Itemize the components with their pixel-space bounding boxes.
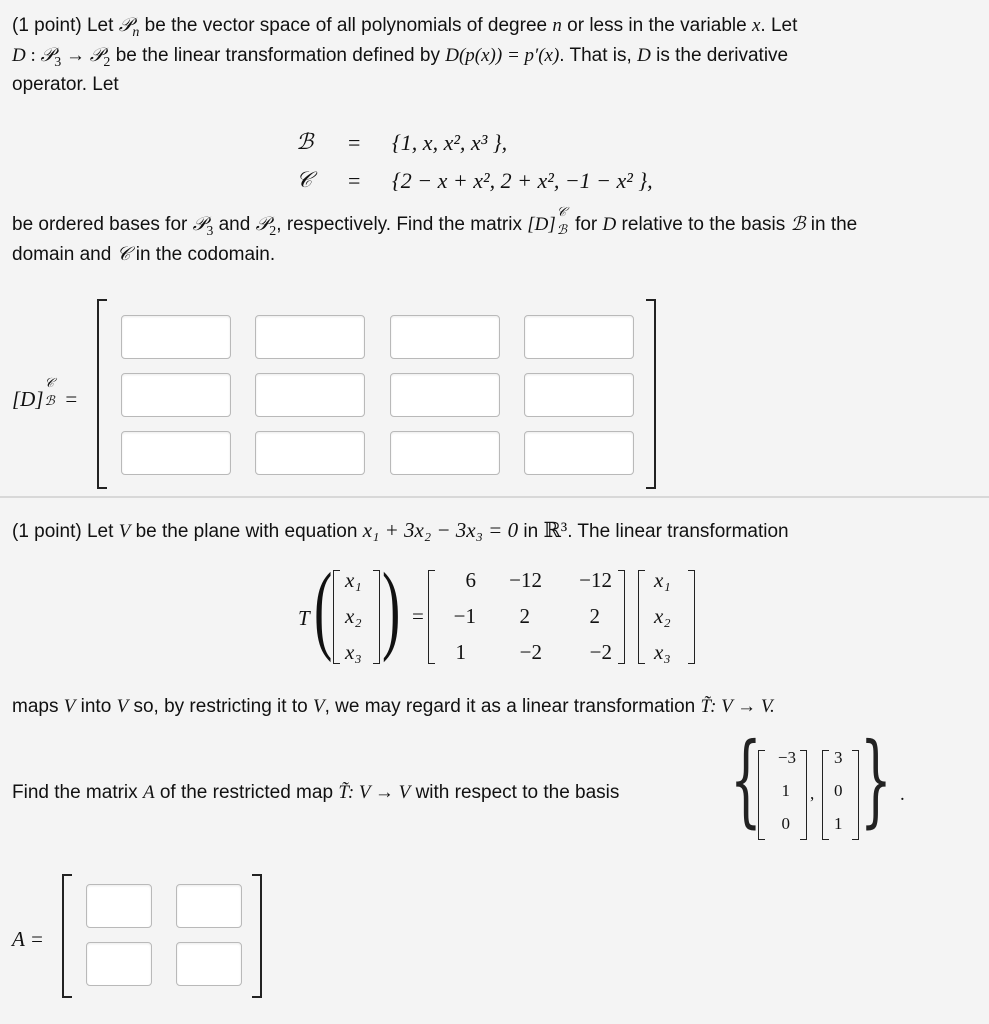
answer-D-r1-c3[interactable] bbox=[390, 315, 500, 359]
text: for bbox=[575, 214, 598, 235]
basis-C-row bbox=[296, 164, 756, 198]
text: in the bbox=[810, 214, 858, 235]
math-formula: D(p(x)) = p′(x) bbox=[445, 45, 560, 66]
vec-left-bracket bbox=[822, 750, 829, 840]
matrix-entry: −1 bbox=[453, 604, 476, 628]
math-symbol: : bbox=[25, 45, 41, 66]
math-symbol: → bbox=[61, 45, 90, 66]
math-symbol: T̃ bbox=[700, 696, 711, 717]
matrix-A-right-bracket bbox=[252, 874, 262, 998]
problem-2-find-line bbox=[12, 778, 619, 808]
equals-sign: = bbox=[348, 168, 361, 193]
answer-D-r2-c3[interactable] bbox=[390, 373, 500, 417]
text: is the derivative bbox=[656, 45, 789, 66]
math-symbol: : V → V. bbox=[710, 696, 775, 717]
basis-vec2-entry: 0 bbox=[834, 781, 843, 800]
right-brace: } bbox=[860, 721, 892, 838]
problem-1-line-5 bbox=[12, 239, 275, 270]
math-symbol: D bbox=[637, 45, 651, 66]
text: with respect to the basis bbox=[415, 782, 620, 803]
matrix-right-bracket bbox=[618, 570, 625, 664]
basis-C-value: {2 − x + x², 2 + x², −1 − x² }, bbox=[392, 168, 653, 193]
text: and bbox=[218, 214, 251, 235]
vec-entry: x₃ bbox=[654, 640, 671, 664]
math-symbol: 2 bbox=[269, 223, 277, 239]
answer-D-r2-c2[interactable] bbox=[255, 373, 365, 417]
vec-right-bracket bbox=[373, 570, 380, 664]
text: be the vector space of all polynomials of degree bbox=[144, 15, 548, 36]
basis-vec2-entry: 3 bbox=[834, 748, 843, 767]
problem-2-maps-line bbox=[12, 692, 775, 722]
text: , respectively. Find the matrix bbox=[276, 214, 522, 235]
math-symbol: D bbox=[12, 45, 26, 66]
text: Let bbox=[86, 521, 114, 542]
T-symbol: T bbox=[298, 606, 310, 630]
math-symbol: 𝒞 bbox=[116, 243, 131, 265]
points-label: (1 point) bbox=[12, 521, 82, 542]
text: relative to the basis bbox=[621, 214, 786, 235]
text: domain and bbox=[12, 244, 112, 265]
equals-sign: = bbox=[412, 604, 424, 628]
math-symbol: 𝒫 bbox=[89, 44, 104, 66]
matrix-left-bracket bbox=[97, 299, 107, 489]
matrix-right-bracket bbox=[646, 299, 656, 489]
text: be ordered bases for bbox=[12, 214, 188, 235]
vec-left-bracket bbox=[638, 570, 645, 664]
answer-D-r3-c1[interactable] bbox=[121, 431, 231, 475]
math-symbol: n bbox=[132, 24, 140, 40]
matrix-entry: 6 bbox=[465, 568, 476, 592]
answer-D-r2-c4[interactable] bbox=[524, 373, 634, 417]
vec-left-bracket bbox=[333, 570, 340, 664]
basis-vec2-entry: 1 bbox=[834, 814, 843, 833]
matrix-entry: −2 bbox=[519, 640, 542, 664]
matrix-D-label bbox=[12, 376, 78, 412]
math-symbol: ℬ bbox=[790, 213, 806, 235]
subsup bbox=[44, 376, 60, 409]
math-symbol: 𝒫 bbox=[255, 213, 270, 235]
matrix-entry: 2 bbox=[589, 604, 600, 628]
text: Let bbox=[86, 15, 114, 36]
period: . bbox=[900, 784, 905, 805]
matrix-entry: −2 bbox=[589, 640, 612, 664]
answer-D-r2-c1[interactable] bbox=[121, 373, 231, 417]
math-symbol: 𝒫 bbox=[192, 213, 207, 235]
text: into bbox=[80, 696, 112, 717]
math-symbol: ℝ³ bbox=[543, 518, 568, 542]
plane-equation: x₁ + 3x₂ − 3x₃ = 0 bbox=[362, 518, 519, 542]
text: or less in the variable bbox=[567, 15, 747, 36]
math-symbol: V bbox=[118, 521, 131, 542]
math-symbol: 𝒞 bbox=[44, 376, 54, 391]
basis-B-row bbox=[296, 126, 756, 160]
basis-vec1-entry: −3 bbox=[777, 748, 796, 767]
right-paren: ) bbox=[382, 552, 401, 663]
text: maps bbox=[12, 696, 59, 717]
math-symbol: ℬ bbox=[44, 394, 55, 409]
text: so, by restricting it to bbox=[133, 696, 308, 717]
basis-vec1-entry: 1 bbox=[781, 781, 790, 800]
math-symbol: V bbox=[312, 696, 325, 717]
subsup bbox=[556, 205, 570, 238]
vec-entry: x₃ bbox=[345, 640, 362, 664]
basis-B-value: {1, x, x², x³ }, bbox=[392, 130, 508, 155]
math-symbol: : V → V bbox=[347, 782, 411, 803]
problem-2 bbox=[0, 498, 989, 1024]
text: Find the matrix bbox=[12, 782, 138, 803]
basis-B-symbol: ℬ bbox=[296, 130, 314, 155]
vec-entry: x₂ bbox=[654, 604, 671, 628]
math-symbol: [D] bbox=[12, 387, 44, 411]
answer-D-r3-c2[interactable] bbox=[255, 431, 365, 475]
vec-right-bracket bbox=[688, 570, 695, 664]
math-symbol: [D] bbox=[527, 214, 556, 235]
answer-D-r3-c3[interactable] bbox=[390, 431, 500, 475]
math-symbol: 𝒫 bbox=[118, 14, 133, 36]
problem-1-line-2 bbox=[12, 40, 788, 78]
math-symbol: ℬ bbox=[556, 223, 568, 238]
answer-D-r1-c2[interactable] bbox=[255, 315, 365, 359]
math-symbol: T̃ bbox=[338, 782, 348, 803]
matrix-entry: −12 bbox=[509, 568, 542, 592]
math-symbol: 2 bbox=[103, 54, 111, 70]
answer-D-r1-c1[interactable] bbox=[121, 315, 231, 359]
math-symbol: 𝒫 bbox=[40, 44, 55, 66]
equals-sign: = bbox=[348, 130, 361, 155]
vec-left-bracket bbox=[758, 750, 765, 840]
left-paren: ( bbox=[314, 552, 333, 663]
text: of the restricted map bbox=[159, 782, 334, 803]
matrix-A-left-bracket bbox=[62, 874, 72, 998]
matrix-entry: 2 bbox=[519, 604, 530, 628]
matrix-entry: −12 bbox=[579, 568, 612, 592]
answer-A-r1-c2[interactable] bbox=[176, 884, 242, 928]
text: . The linear transformation bbox=[567, 521, 789, 542]
matrix-entry: 1 bbox=[455, 640, 466, 664]
math-symbol: 3 bbox=[54, 54, 62, 70]
answer-A-r2-c2[interactable] bbox=[176, 942, 242, 986]
problem-1 bbox=[0, 0, 989, 495]
basis-vec1-entry: 0 bbox=[781, 814, 790, 833]
answer-A-r2-c1[interactable] bbox=[86, 942, 152, 986]
equals-sign: = bbox=[65, 387, 78, 411]
text: . Let bbox=[760, 15, 798, 36]
text: , we may regard it as a linear transformation bbox=[324, 696, 696, 717]
answer-D-r1-c4[interactable] bbox=[524, 315, 634, 359]
problem-1-line-3: operator. Let bbox=[12, 74, 119, 95]
vec-entry: x₂ bbox=[345, 604, 362, 628]
answer-A-r1-c1[interactable] bbox=[86, 884, 152, 928]
points-label: (1 point) bbox=[12, 15, 82, 36]
math-symbol: V bbox=[63, 696, 76, 717]
math-symbol: n bbox=[552, 15, 562, 36]
comma: , bbox=[810, 784, 815, 803]
transformation-display bbox=[288, 552, 708, 670]
text: be the plane with equation bbox=[135, 521, 358, 542]
left-brace: { bbox=[730, 721, 762, 838]
math-symbol: A bbox=[142, 782, 155, 803]
vec-entry: x₁ bbox=[345, 568, 362, 592]
matrix-A-label: A = bbox=[12, 927, 44, 951]
math-symbol: V bbox=[116, 696, 129, 717]
answer-D-r3-c4[interactable] bbox=[524, 431, 634, 475]
text: be the linear transformation defined by bbox=[115, 45, 440, 66]
vec-right-bracket bbox=[852, 750, 859, 840]
basis-definitions bbox=[296, 126, 756, 198]
math-symbol: 3 bbox=[206, 223, 214, 239]
text: in the codomain. bbox=[135, 244, 276, 265]
math-symbol: x bbox=[751, 15, 761, 36]
vec-right-bracket bbox=[800, 750, 807, 840]
math-symbol: 𝒞 bbox=[556, 205, 567, 220]
text: in bbox=[523, 521, 539, 542]
math-symbol: D bbox=[602, 214, 617, 235]
basis-C-symbol: 𝒞 bbox=[296, 168, 313, 193]
problem-2-line-1 bbox=[12, 515, 789, 547]
text: . That is, bbox=[559, 45, 632, 66]
vec-entry: x₁ bbox=[654, 568, 671, 592]
basis-set bbox=[730, 721, 910, 844]
